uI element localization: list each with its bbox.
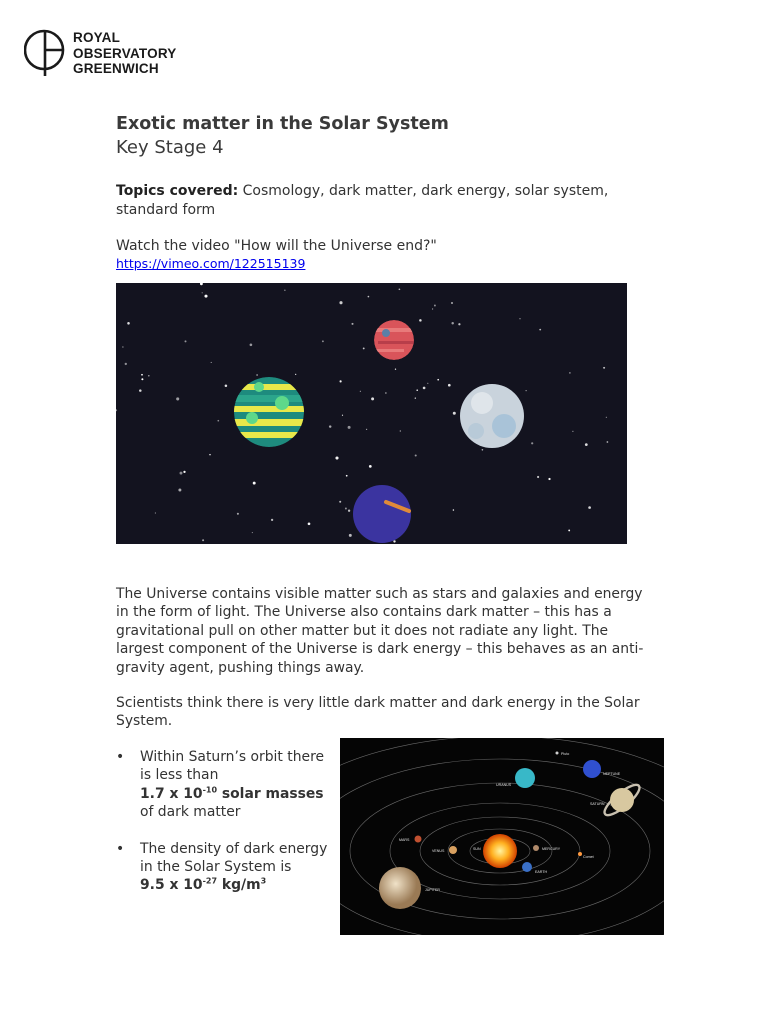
green-planet: [234, 377, 304, 447]
star: [415, 398, 416, 399]
facts-list: [116, 748, 331, 895]
logo-line-1: ROYAL: [73, 30, 121, 45]
star: [335, 456, 338, 459]
star: [416, 389, 418, 391]
fact-value-unit: solar masses: [217, 785, 324, 802]
star: [526, 390, 527, 391]
star: [548, 478, 550, 480]
star: [399, 288, 401, 290]
star: [237, 513, 239, 515]
star: [585, 443, 588, 446]
star: [371, 397, 374, 400]
star: [603, 367, 605, 369]
solar-system-paragraph: Scientists think there is very little dark matter and dark energy in the Solar System.: [116, 695, 640, 730]
video-prompt: Watch the video "How will the Universe end?": [116, 238, 437, 254]
fact-value-exponent: -27: [202, 876, 218, 886]
fact-value-unit: kg/m: [217, 877, 261, 894]
label-comet: Comet: [583, 855, 594, 859]
fact-value-base: 1.7 x 10: [140, 785, 203, 802]
topics-label: Topics covered:: [116, 183, 239, 199]
star: [351, 323, 353, 325]
intro-paragraph: The Universe contains visible matter such as stars and galaxies and energy in the form of light. The Universe also contains dark matter – this has a gravitational pull on other matter but it does not radiate any light. The largest component of the Universe is dark energy – this behaves as an anti-gravity agent, pushing things away.: [116, 586, 644, 676]
star: [176, 397, 179, 400]
star: [209, 454, 211, 456]
label-venus: VENUS: [432, 849, 445, 853]
star: [385, 392, 386, 393]
neptune: [583, 760, 601, 778]
star: [183, 471, 185, 473]
fact-value-base: 9.5 x 10: [140, 877, 203, 894]
planets-illustration: [116, 283, 627, 544]
star: [202, 539, 204, 541]
star: [349, 534, 352, 537]
star: [572, 431, 573, 432]
label-neptune: NEPTUNE: [603, 772, 621, 776]
topics-covered: [116, 182, 626, 220]
comet: [578, 852, 582, 856]
star: [345, 508, 347, 510]
star: [569, 372, 571, 374]
star: [588, 506, 591, 509]
fact-text: Within Saturn’s orbit there is less than: [140, 749, 325, 784]
star: [360, 391, 361, 392]
sun: [483, 834, 517, 868]
star: [453, 509, 455, 511]
star: [271, 519, 273, 521]
venus: [449, 846, 457, 854]
star: [607, 441, 609, 443]
star: [519, 318, 520, 319]
star: [453, 412, 456, 415]
fact-value-exponent: -10: [202, 785, 218, 795]
star: [284, 290, 285, 291]
star: [295, 374, 296, 375]
star: [329, 425, 331, 427]
page-title: Exotic matter in the Solar System: [116, 114, 449, 134]
star: [451, 322, 453, 324]
label-earth: EARTH: [535, 870, 548, 874]
star: [448, 384, 451, 387]
star: [369, 465, 372, 468]
uranus: [515, 768, 535, 788]
star: [395, 369, 396, 370]
star: [202, 292, 203, 293]
logo-line-3: GREENWICH: [73, 61, 159, 76]
star: [363, 347, 365, 349]
fact-text-end: of dark matter: [140, 804, 241, 821]
label-mercury: MERCURY: [542, 847, 561, 851]
star: [393, 540, 395, 542]
logo-line-2: OBSERVATORY: [73, 45, 177, 61]
pluto: [556, 752, 559, 755]
label-pluto: Pluto: [561, 752, 570, 756]
star: [225, 384, 228, 387]
page-subtitle: Key Stage 4: [116, 137, 224, 158]
pale-planet: [460, 384, 524, 448]
star: [368, 296, 370, 298]
label-mars: MARS: [399, 838, 410, 842]
star: [211, 362, 212, 363]
star: [458, 323, 460, 325]
mercury: [533, 845, 539, 851]
star: [141, 378, 143, 380]
star: [400, 430, 401, 431]
star: [340, 380, 342, 382]
star: [434, 305, 436, 307]
star: [342, 415, 343, 416]
star: [348, 510, 350, 512]
star: [253, 482, 256, 485]
red-planet: [374, 320, 414, 360]
mars: [415, 836, 422, 843]
label-uranus: URANUS: [496, 783, 512, 787]
star: [217, 420, 219, 422]
star: [127, 322, 130, 325]
jupiter: [379, 867, 421, 909]
earth: [522, 862, 532, 872]
purple-planet: [353, 485, 411, 543]
label-saturn: SATURN: [590, 802, 605, 806]
video-link[interactable]: https://vimeo.com/122515139: [116, 256, 306, 271]
star: [125, 363, 127, 365]
star: [339, 501, 341, 503]
star: [606, 417, 607, 418]
star: [346, 475, 348, 477]
star: [185, 340, 187, 342]
star: [415, 454, 417, 456]
star: [339, 301, 342, 304]
star: [423, 387, 426, 390]
star: [155, 512, 156, 513]
star: [180, 472, 183, 475]
star: [451, 302, 453, 304]
star: [256, 374, 258, 376]
label-sun: SUN: [473, 847, 481, 851]
solar-system-illustration: [340, 738, 664, 935]
star: [366, 429, 367, 430]
fact-value-unit-exponent: 3: [260, 876, 267, 886]
star: [537, 476, 539, 478]
star: [148, 375, 150, 377]
fact-value: [140, 786, 324, 802]
star: [141, 374, 143, 376]
star: [250, 343, 253, 346]
star: [322, 340, 324, 342]
star: [539, 329, 541, 331]
star: [437, 379, 439, 381]
label-jupiter: JUPITER: [425, 888, 440, 892]
star: [419, 319, 422, 322]
star: [139, 389, 142, 392]
star: [122, 346, 123, 347]
star: [432, 308, 433, 309]
star: [178, 489, 181, 492]
star: [427, 383, 428, 384]
fact-text: The density of dark energy in the Solar System is: [140, 840, 328, 876]
star: [348, 426, 351, 429]
star: [308, 522, 311, 525]
list-item-dark-energy: [116, 840, 331, 895]
star: [204, 295, 207, 298]
star: [531, 442, 533, 444]
topics-text: Cosmology, dark matter, dark energy, solar system, standard form: [116, 183, 609, 218]
logo-wordmark: [73, 30, 176, 77]
star: [482, 449, 484, 451]
list-item-dark-matter: [116, 748, 331, 822]
star: [568, 529, 570, 531]
fact-value: [140, 877, 266, 893]
star: [252, 532, 253, 533]
